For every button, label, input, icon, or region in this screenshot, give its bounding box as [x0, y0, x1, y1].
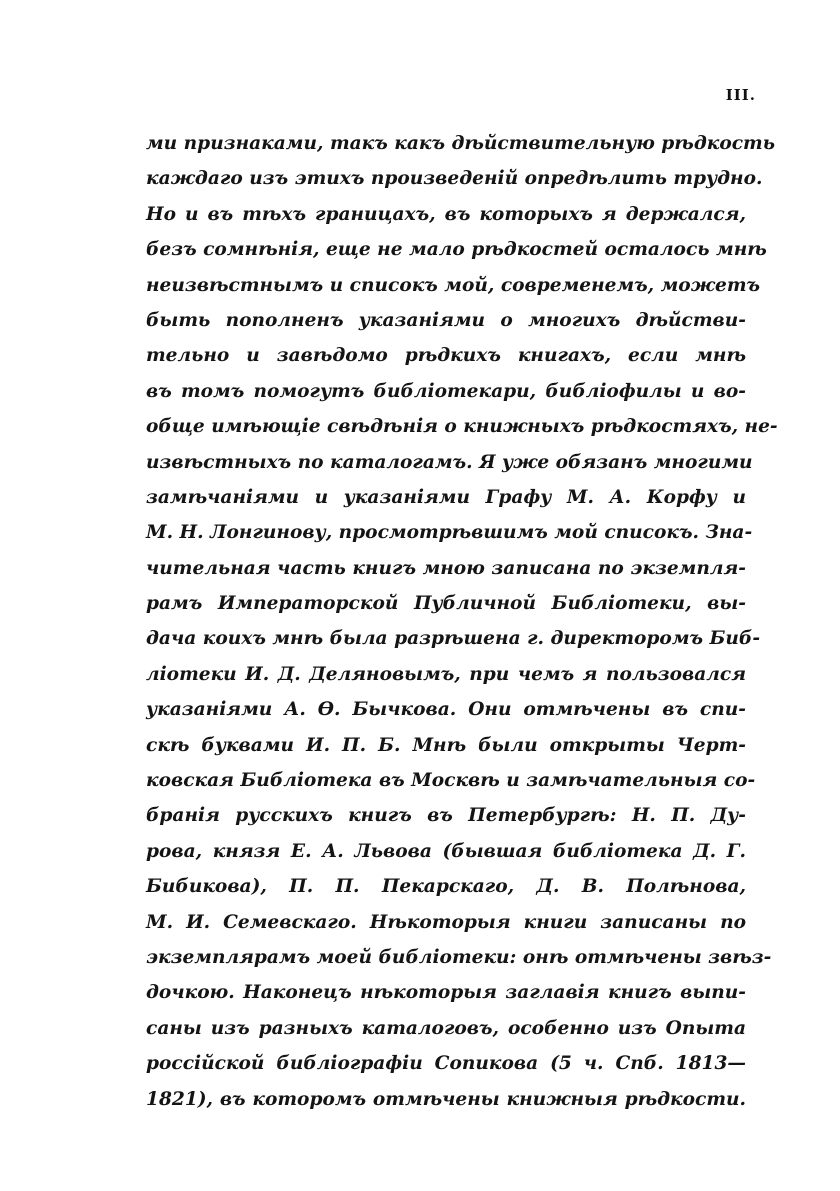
- text-line: указаніями А. Ѳ. Бычкова. Они отмѣчены въ спи-: [146, 699, 746, 721]
- text-line: каждаго изъ этихъ произведеній опредѣлить трудно.: [146, 168, 763, 190]
- text-line: М. Н. Лонгинову, просмотрѣвшимъ мой списокъ. Зна-: [146, 522, 753, 544]
- text-line: скѣ буквами И. П. Б. Мнѣ были открыты Черт-: [146, 734, 746, 756]
- text-line: тельно и завѣдомо рѣдкихъ книгахъ, если мнѣ: [146, 345, 746, 367]
- text-line: рамъ Императорской Публичной Библіотеки, вы-: [146, 593, 746, 615]
- text-line: чительная часть книгъ мною записана по экземпля-: [146, 557, 746, 579]
- text-line: бранія русскихъ книгъ въ Петербургѣ: Н. П. Ду-: [146, 805, 746, 827]
- body-text: [146, 126, 778, 1117]
- text-line: дочкою. Наконецъ нѣкоторыя заглавія книгъ выпи-: [146, 982, 746, 1004]
- text-line: въ томъ помогутъ библіотекари, библіофилы и во-: [146, 380, 746, 402]
- text-line: экземплярамъ моей библіотеки: онѣ отмѣчены звѣз-: [146, 946, 772, 968]
- text-line: безъ сомнѣнія, еще не мало рѣдкостей осталось мнѣ: [146, 239, 767, 261]
- text-line: М. И. Семевскаго. Нѣкоторыя книги записаны по: [146, 911, 746, 933]
- text-line: неизвѣстнымъ и списокъ мой, современемъ, можетъ: [146, 274, 761, 296]
- text-line: ліотеки И. Д. Деляновымъ, при чемъ я пользовался: [146, 663, 746, 685]
- text-line: быть пополненъ указаніями о многихъ дѣйстви-: [146, 309, 746, 331]
- text-line: рова, князя Е. А. Львова (бывшая библіотека Д. Г.: [146, 840, 746, 862]
- text-line: 1821), въ которомъ отмѣчены книжныя рѣдкости.: [146, 1088, 746, 1110]
- text-line: Бибикова), П. П. Пекарскаго, Д. В. Полѣнова,: [146, 876, 746, 898]
- text-line: замѣчаніями и указаніями Графу М. А. Корфу и: [146, 486, 746, 508]
- text-line: саны изъ разныхъ каталоговъ, особенно изъ Опыта: [146, 1017, 746, 1039]
- text-line: Но и въ тѣхъ границахъ, въ которыхъ я держался,: [146, 203, 746, 225]
- page-number: III.: [725, 86, 756, 104]
- text-line: обще имѣющіе свѣдѣнія о книжныхъ рѣдкостяхъ, не-: [146, 416, 778, 438]
- text-line: извѣстныхъ по каталогамъ. Я уже обязанъ многими: [146, 451, 753, 473]
- text-line: россійской библіографіи Сопикова (5 ч. Спб. 1813—: [146, 1053, 746, 1075]
- text-line: ми признаками, такъ какъ дѣйствительную рѣдкость: [146, 133, 775, 154]
- text-line: дача коихъ мнѣ была разрѣшена г. директоромъ Биб-: [146, 628, 761, 650]
- text-line: ковская Библіотека въ Москвѣ и замѣчательныя со-: [146, 770, 756, 792]
